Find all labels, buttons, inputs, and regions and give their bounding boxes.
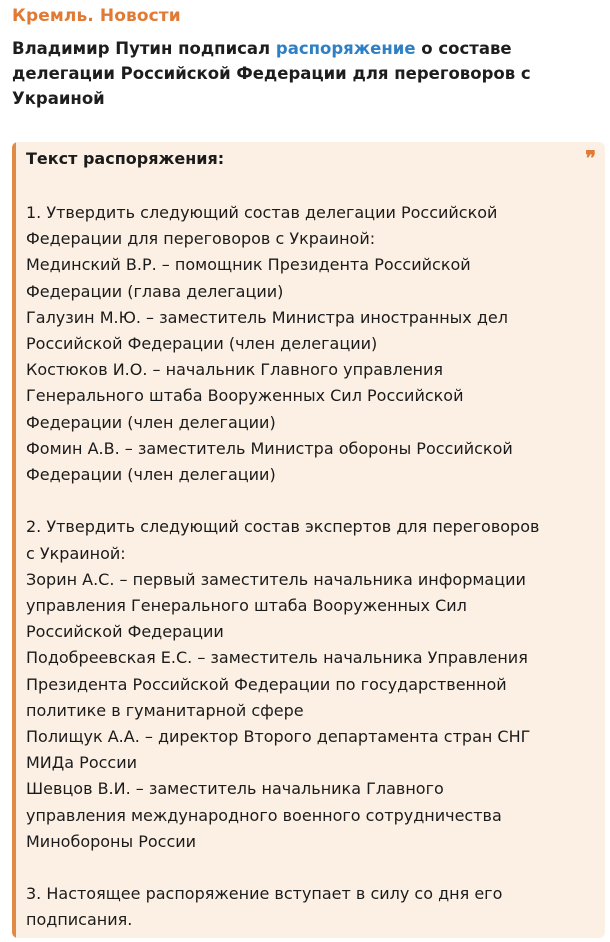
order-section-2 xyxy=(26,514,591,855)
text-line: Фомин А.В. – заместитель Министра обороны Российской xyxy=(26,438,513,458)
order-section-3 xyxy=(26,881,591,933)
text-line: подписания. xyxy=(26,910,133,930)
quote-title: Текст распоряжения: xyxy=(26,149,225,168)
text-line: МИДа России xyxy=(26,753,137,773)
paragraph-gap xyxy=(26,488,591,514)
text-line: Подобреевская Е.С. – заместитель начальника Управления xyxy=(26,648,528,668)
quote-block xyxy=(12,142,605,938)
headline-line-2: делегации Российской Федерации для переговоров с xyxy=(12,64,531,83)
text-line: Федерации (член делегации) xyxy=(26,465,276,485)
text-line: Российской Федерации (член делегации) xyxy=(26,334,378,354)
text-line: Федерации (член делегации) xyxy=(26,412,276,432)
text-line: с Украиной: xyxy=(26,543,126,563)
text-line: 2. Утвердить следующий состав экспертов для переговоров xyxy=(26,517,540,537)
text-line: Российской Федерации xyxy=(26,622,224,642)
text-line: политике в гуманитарной сфере xyxy=(26,700,304,720)
text-line: Генерального штаба Вооруженных Сил Российской xyxy=(26,386,464,406)
quote-icon: ❞ xyxy=(585,146,596,170)
text-line: Мединский В.Р. – помощник Президента Российской xyxy=(26,255,471,275)
text-line: Зорин А.С. – первый заместитель начальника информации xyxy=(26,569,526,589)
quote-body xyxy=(26,200,591,934)
text-line: Шевцов В.И. – заместитель начальника Главного xyxy=(26,779,444,799)
headline-text-start: Владимир Путин подписал xyxy=(12,39,276,58)
text-line: Федерации (глава делегации) xyxy=(26,281,284,301)
order-section-1 xyxy=(26,200,591,488)
text-line: управления международного военного сотрудничества xyxy=(26,805,502,825)
order-link[interactable]: распоряжение xyxy=(275,39,416,58)
text-line: Федерации для переговоров с Украиной: xyxy=(26,229,376,249)
text-line: Галузин М.Ю. – заместитель Министра иностранных дел xyxy=(26,307,508,327)
text-line: Президента Российской Федерации по государственной xyxy=(26,674,507,694)
headline-line-3: Украиной xyxy=(12,89,105,108)
text-line: управления Генерального штаба Вооруженных Сил xyxy=(26,596,467,616)
quote-accent-bar xyxy=(12,142,16,938)
text-line: Минобороны России xyxy=(26,831,197,851)
headline-text-end: о составе xyxy=(415,39,512,58)
text-line: Костюков И.О. – начальник Главного управления xyxy=(26,360,444,380)
paragraph-gap xyxy=(26,855,591,881)
text-line: Полищук А.А. – директор Второго департамента стран СНГ xyxy=(26,727,531,747)
post-headline xyxy=(12,36,597,111)
text-line: 1. Утвердить следующий состав делегации Российской xyxy=(26,203,498,222)
text-line: 3. Настоящее распоряжение вступает в силу со дня его xyxy=(26,884,503,904)
channel-name[interactable]: Кремль. Новости xyxy=(12,6,181,26)
